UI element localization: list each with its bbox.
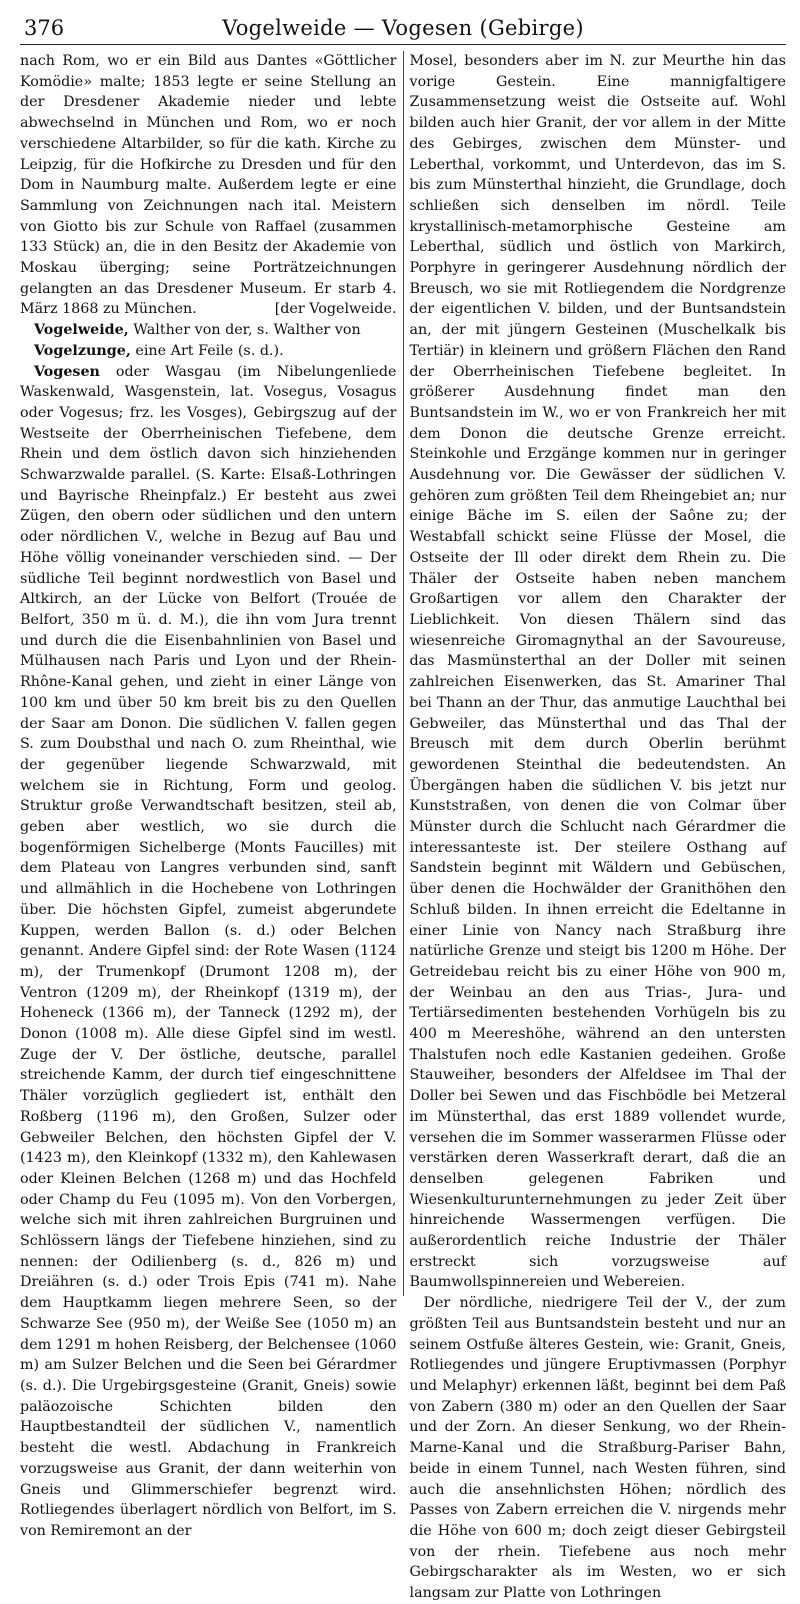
right-column [409, 51, 787, 1602]
paragraph: Der nördliche, niedrigere Teil der V., der zum größten Teil aus Buntsandstein besteht und nur an seinem Ostfuße älteres Gestein, wie: Granit, Gneis, Rotliegendes und jüngere Eruptivmassen (Porphyr und Melaphyr) erkennen läßt, beginnt bei dem Paß von Zabern (380 m) oder an den Quellen der Saar und der Zorn. An dieser Senkung, wo der Rhein-Marne-Kanal und die Straßburg-Pariser Bahn, beide in einem Tunnel, nach Westen führen, sind auch die ansehnlichsten Höhen; nördlich des Passes von Zabern erreichen die V. nirgends mehr die Höhe von 600 m; doch zeigt dieser Gebirgsteil von der rhein. Tiefebene aus noch mehr Gebirgscharakter als im Westen, wo er sich langsam zur Platte von Lothringen [409, 1295, 786, 1602]
column-divider [403, 51, 404, 1296]
headword: Vogelweide, [34, 322, 129, 339]
entry-vogelweide [20, 320, 397, 341]
entry-text: eine Art Feile (s. d.). [130, 342, 284, 359]
entry-vogelzunge [20, 341, 397, 362]
entry-vogesen [20, 362, 397, 1542]
page-number: 376 [24, 16, 65, 40]
paragraph: Mosel, besonders aber im N. zur Meurthe hin das vorige Gestein. Eine mannigfaltigere Zusammensetzung weist die Ostseite auf. Wohl bilden auch hier Granit, der vor allem in der Mitte des Gebirges, zwischen dem Münster- und Leberthal, vorkommt, und Unterdevon, das im S. bis zum Münsterthal hinzieht, die Grundlage, doch schließen sich denselben im nördl. Teile krystallinisch-metamorphische Gesteine am Leberthal, südlich und östlich von Markirch, Porphyre in geringerer Ausdehnung nördlich der Breusch, wo sie mit Rotliegendem die Nordgrenze der eigentlichen V. bilden, und der Buntsandstein an, der mit jüngern Gesteinen (Muschelkalk bis Tertiär) in kleinern und größern Flächen den Rand der Oberrheinischen Tiefebene begleitet. In größerer Ausdehnung findet man den Buntsandstein im W., wo er von Frankreich her mit dem Donon die deutsche Grenze erreicht. Steinkohle und Erzgänge kommen nur in geringer Ausdehnung vor. Die Gewässer der südlichen V. gehören zum größten Teil dem Rheingebiet an; nur einige Bäche im S. eilen der Saône zu; der Westabfall schickt seine Flüsse der Mosel, die Ostseite der Ill oder direkt dem Rhein zu. Die Thäler der Ostseite haben neben manchem Großartigen vor allem den Charakter der Lieblichkeit. Von diesen Thälern sind das wiesenreiche Giromagnythal an der Savoureuse, das Masmünsterthal an der Doller mit seinen zahlreichen Eisenwerken, das St. Amariner Thal bei Thann an der Thur, das anmutige Lauchthal bei Gebweiler, das Münsterthal und das Thal der Breusch mit dem durch Oberlin berühmt gewordenen Steinthal die bedeutendsten. An Übergängen haben die südlichen V. bis jetzt nur Kunststraßen, von denen die von Colmar über Münster durch die Schlucht nach Gérardmer die interessanteste ist. Der steilere Osthang auf Sandstein beginnt mit Wäldern und Gebüschen, über denen die Hochwälder der Granithöhen den Schluß bilden. In ihnen erreicht die Edeltanne in einer Linie von Nancy nach Straßburg ihre natürliche Grenze und steigt bis 1200 m Höhe. Der Getreidebau reicht bis zu einer Höhe von 900 m, der Weinbau an den aus Trias-, Jura- und Tertiärsedimenten bestehenden Vorhügeln bis zu 400 m Meereshöhe, während an den untersten Thalstufen noch edle Kastanien gedeihen. Große Stauweiher, besonders der Alfeldsee im Thal der Doller bei Sewen und das Fischbödle bei Metzeral im Münsterthal, das erst 1889 vollendet wurde, versehen die im Sommer wasserarmen Flüsse oder verstärken deren Wasserkraft derart, daß die an denselben gelegenen Fabriken und Wiesenkulturunternehmungen zu jeder Zeit über hinreichende Wassermengen verfügen. Die außerordentlich reiche Industrie der Thäler erstreckt sich vorzugsweise auf Baumwollspinnereien und Webereien. [409, 53, 786, 1291]
cross-reference-signature: [der Vogelweide. [274, 301, 397, 318]
paragraph-text: nach Rom, wo er ein Bild aus Dantes «Göttlicher Komödie» malte; 1853 legte er seine Stellung an der Dresdener Akademie nieder und lebte abwechselnd in München und Rom, wo er noch verschiedene Altarbilder, so für die kath. Kirche zu Leipzig, für die Hofkirche zu Dresden und für den Dom in Naumburg malte. Außerdem legte er eine Sammlung von Zeichnungen nach ital. Meistern von Giotto bis zur Schule von Raffael (zusammen 133 Stück) an, die in den Besitz der Akademie von Moskau überging; seine Porträtzeichnungen gelangten an das Dresdener Museum. Er starb 4. März 1868 zu München. [20, 53, 397, 318]
page-header [20, 10, 786, 45]
headword: Vogelzunge, [34, 342, 131, 359]
entry-continuation [20, 51, 397, 320]
running-title: Vogelweide — Vogesen (Gebirge) [222, 16, 584, 40]
entry-text: oder Wasgau (im Nibelungenliede Waskenwald, Wasgenstein, lat. Vosegus, Vosagus oder Vogesus; frz. les Vosges), Gebirgszug auf der Westseite der Oberrheinischen Tiefebene, dem Rhein und dem östlich davon sich hinziehenden Schwarzwalde parallel. (S. Karte: Elsaß-Lothringen und Bayrische Rheinpfalz.) Er besteht aus zwei Zügen, den obern oder südlichen und den untern oder nördlichen V., welche in Bezug auf Bau und Höhe völlig voneinander verschieden sind. — Der südliche Teil beginnt nordwestlich von Basel und Altkirch, an der Lücke von Belfort (Trouée de Belfort, 350 m ü. d. M.), die ihn vom Jura trennt und durch die die Eisenbahnlinien von Basel und Mülhausen nach Paris und Lyon und der Rhein-Rhône-Kanal gehen, und zieht in einer Länge von 100 km und über 50 km breit bis zu den Quellen der Saar am Donon. Die südlichen V. fallen gegen S. zum Doubsthal und nach O. zum Rheinthal, wie der gegenüber liegende Schwarzwald, mit welchem sie in Richtung, Form und geolog. Struktur große Verwandtschaft besitzen, steil ab, geben aber westlich, wo sie durch die bogenförmigen Sichelberge (Monts Faucilles) mit dem Plateau von Langres verbunden sind, sanft und allmählich in die Hochebene von Lothringen über. Die höchsten Gipfel, zumeist abgerundete Kuppen, werden Ballon (s. d.) oder Belchen genannt. Andere Gipfel sind: der Rote Wasen (1124 m), der Trumenkopf (Drumont 1208 m), der Ventron (1209 m), der Rheinkopf (1319 m), der Hoheneck (1366 m), der Tanneck (1292 m), der Donon (1008 m). Alle diese Gipfel sind im westl. Zuge der V. Der östliche, deutsche, parallel streichende Kamm, der durch tief eingeschnittene Thäler vorzüglich gegliedert ist, enthält den Roßberg (1196 m), den Großen, Sulzer oder Gebweiler Belchen, den höchsten Gipfel der V. (1423 m), den Kleinkopf (1332 m), den Kahlewasen oder Kleinen Belchen (1268 m) und das Hochfeld oder Champ du Feu (1095 m). Von den Vorbergen, welche sich mit ihren zahlreichen Burgruinen und Schlössern längs der Tiefebene hinziehen, sind zu nennen: der Odilienberg (s. d., 826 m) und Dreiähren (s. d.) oder Trois Epis (741 m). Nahe dem Hauptkamm liegen mehrere Seen, so der Schwarze See (950 m), der Weiße See (1050 m) an dem 1291 m hohen Reisberg, der Belchensee (1060 m) am Sulzer Belchen und die Seen bei Gérardmer (s. d.). Die Urgebirgsgesteine (Granit, Gneis) sowie paläozoische Schichten bilden den Hauptbestandteil der südlichen V., namentlich besteht die westl. Abdachung in Frankreich vorzugsweise aus Granit, der dann weiterhin von Gneis und Glimmerschiefer begrenzt wird. Rotliegendes überlagert nördlich von Belfort, im S. von Remiremont an der [20, 363, 397, 1539]
headword: Vogesen [34, 363, 100, 380]
text-columns [20, 51, 786, 1602]
left-column [20, 51, 397, 1539]
entry-text: Walther von der, s. Walther von [128, 322, 361, 339]
